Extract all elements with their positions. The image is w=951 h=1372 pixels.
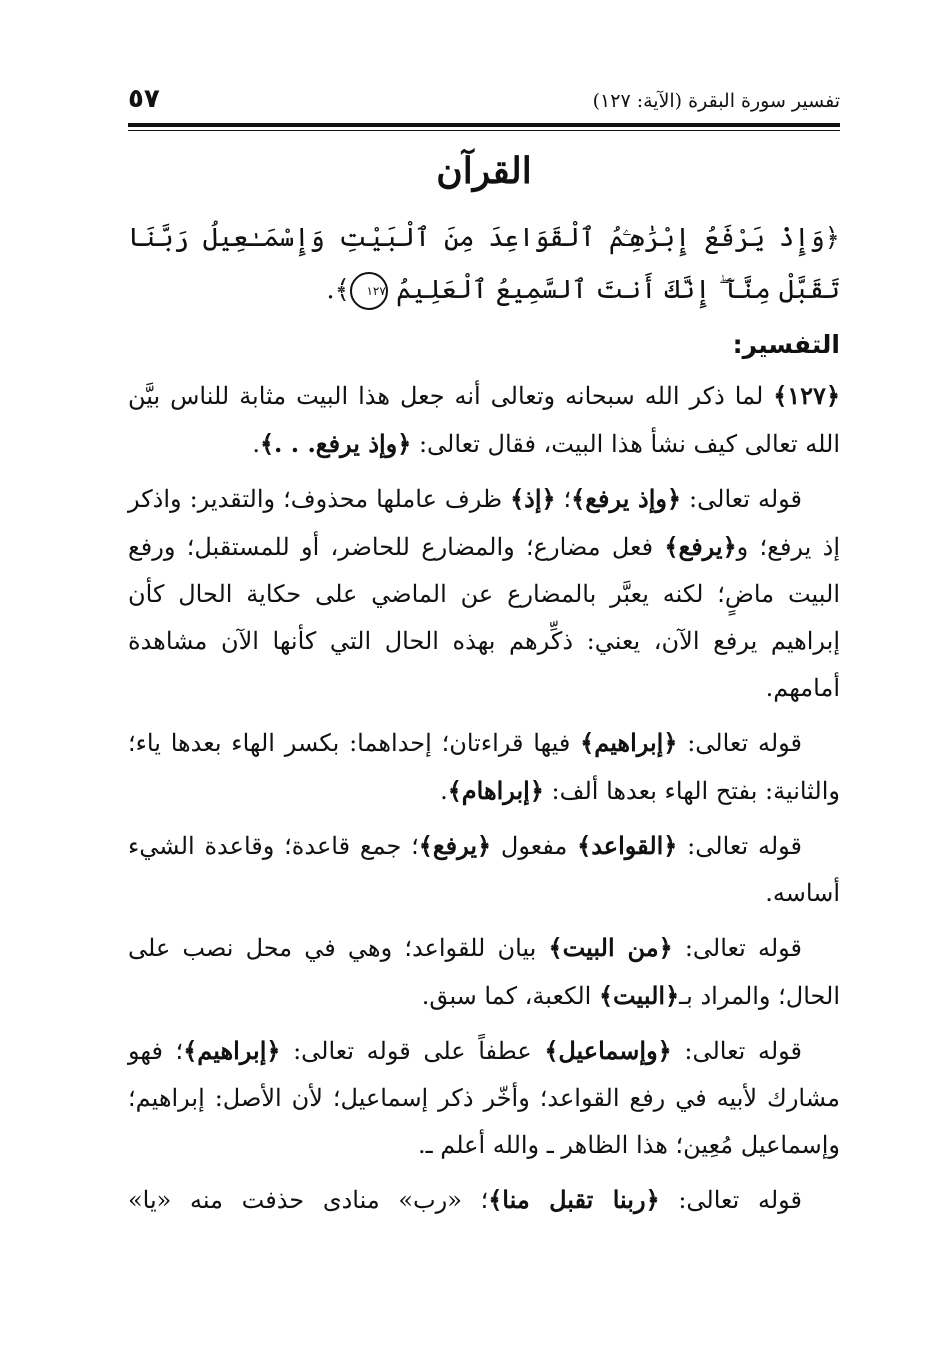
page-number: ٥٧	[128, 84, 160, 114]
tafsir-paragraph	[128, 822, 840, 917]
quoted-phrase: ﴿البيت﴾	[598, 981, 680, 1010]
tafsir-paragraph	[128, 719, 840, 815]
quran-verse	[128, 212, 840, 316]
running-header	[128, 84, 840, 120]
quran-section-title: القرآن	[436, 150, 532, 192]
tafsir-paragraph	[128, 924, 840, 1020]
tafsir-paragraph	[128, 1176, 840, 1224]
ayah-number-mark: ١٢٧	[350, 272, 388, 310]
paragraph-text: فعل مضارع؛ والمضارع للحاضر، أو للمستقبل؛ ورفع البيت ماضٍ؛ لكنه يعبَّر بالمضارع عن الماضي على حكاية الحال كأن إبراهيم يرفع الآن، يعني: ذكِّرهم بهذه الحال التي كأنها الآن مشاهدة أمامهم.	[128, 533, 840, 702]
paragraph-text: الكعبة، كما سبق.	[421, 982, 599, 1010]
header-rule-thin	[128, 130, 840, 131]
quoted-phrase: ﴿وإسماعيل﴾	[544, 1036, 672, 1065]
paragraph-text: قوله تعالى:	[681, 485, 803, 513]
verse-line-2: أَنتَ ٱلسَّمِيعُ ٱلْعَلِيمُ	[396, 275, 657, 305]
tafsir-paragraph	[128, 372, 840, 468]
verse-line-1: ﴿وَإِذْ يَرْفَعُ إِبْرَٰهِـۧمُ ٱلْقَوَاعِدَ مِنَ ٱلْبَيْتِ وَإِسْمَـٰعِيلُ رَبَّنَا تَقَبَّلْ مِنَّآ ۖ إِنَّكَ	[128, 223, 840, 305]
paragraph-text: ؛ فهو مشارك لأبيه في رفع القواعد؛ وأخّر ذكر إسماعيل؛ لأن الأصل: إبراهيم؛ وإسماعيل مُعِين؛ هذا الظاهر ـ والله أعلم ـ.	[128, 1037, 840, 1159]
quoted-phrase: ﴿إذ﴾	[510, 484, 556, 513]
paragraph-text: .	[440, 777, 448, 805]
paragraph-text: .	[252, 430, 260, 458]
paragraph-text: لما ذكر الله سبحانه وتعالى أنه جعل هذا البيت مثابة للناس بيَّن الله تعالى كيف نشأ هذا البيت، فقال تعالى:	[128, 382, 840, 458]
paragraph-text: فيها قراءتان؛ إحداهما: بكسر الهاء بعدها ياء؛ والثانية: بفتح الهاء بعدها ألف:	[128, 729, 840, 805]
paragraph-text: ؛ «رب» منادى حذفت منه «يا»	[128, 1186, 489, 1214]
tafsir-paragraph	[128, 1027, 840, 1169]
tafsir-paragraph	[128, 475, 840, 712]
quoted-phrase: ﴿من البيت﴾	[548, 933, 673, 962]
paragraph-text: بيان للقواعد؛ وهي في محل نصب على الحال؛ والمراد بـ	[128, 934, 840, 1010]
header-rule-thick	[128, 123, 840, 127]
paragraph-text: قوله تعالى:	[677, 832, 802, 860]
quoted-phrase: ﴿يرفع﴾	[664, 532, 737, 561]
quoted-phrase: ﴿إبراهيم﴾	[580, 728, 678, 757]
paragraph-text: قوله تعالى:	[671, 1037, 802, 1065]
quoted-phrase: ﴿يرفع﴾	[418, 831, 492, 860]
verse-number-ref: ﴿١٢٧﴾	[773, 381, 840, 410]
paragraph-text: ؛	[555, 485, 572, 513]
paragraph-text: قوله تعالى:	[677, 729, 803, 757]
quoted-phrase: ﴿إبراهام﴾	[447, 776, 544, 805]
paragraph-text: ظرف عاملها محذوف؛ والتقدير: واذكر إذ يرفع؛ و	[128, 485, 841, 561]
quoted-phrase: ﴿القواعد﴾	[577, 831, 678, 860]
tafsir-body	[128, 372, 840, 1231]
paragraph-text: قوله تعالى:	[672, 934, 803, 962]
paragraph-text: عطفاً على قوله تعالى:	[280, 1037, 545, 1065]
header-title: تفسير سورة البقرة (الآية: ١٢٧)	[592, 90, 840, 112]
quoted-phrase: ﴿ربنا تقبل منا﴾	[488, 1185, 660, 1214]
paragraph-text: ؛ جمع قاعدة؛ وقاعدة الشيء أساسه.	[128, 832, 840, 907]
quoted-phrase: ﴿إبراهيم﴾	[183, 1036, 281, 1065]
paragraph-text: مفعول	[491, 832, 578, 860]
verse-end: ﴾.	[326, 275, 350, 305]
quoted-phrase: ﴿وإذ يرفع. . .﴾	[259, 429, 412, 458]
tafsir-heading: التفسير:	[732, 330, 840, 359]
quoted-phrase: ﴿وإذ يرفع﴾	[571, 484, 682, 513]
paragraph-text: قوله تعالى:	[659, 1186, 803, 1214]
